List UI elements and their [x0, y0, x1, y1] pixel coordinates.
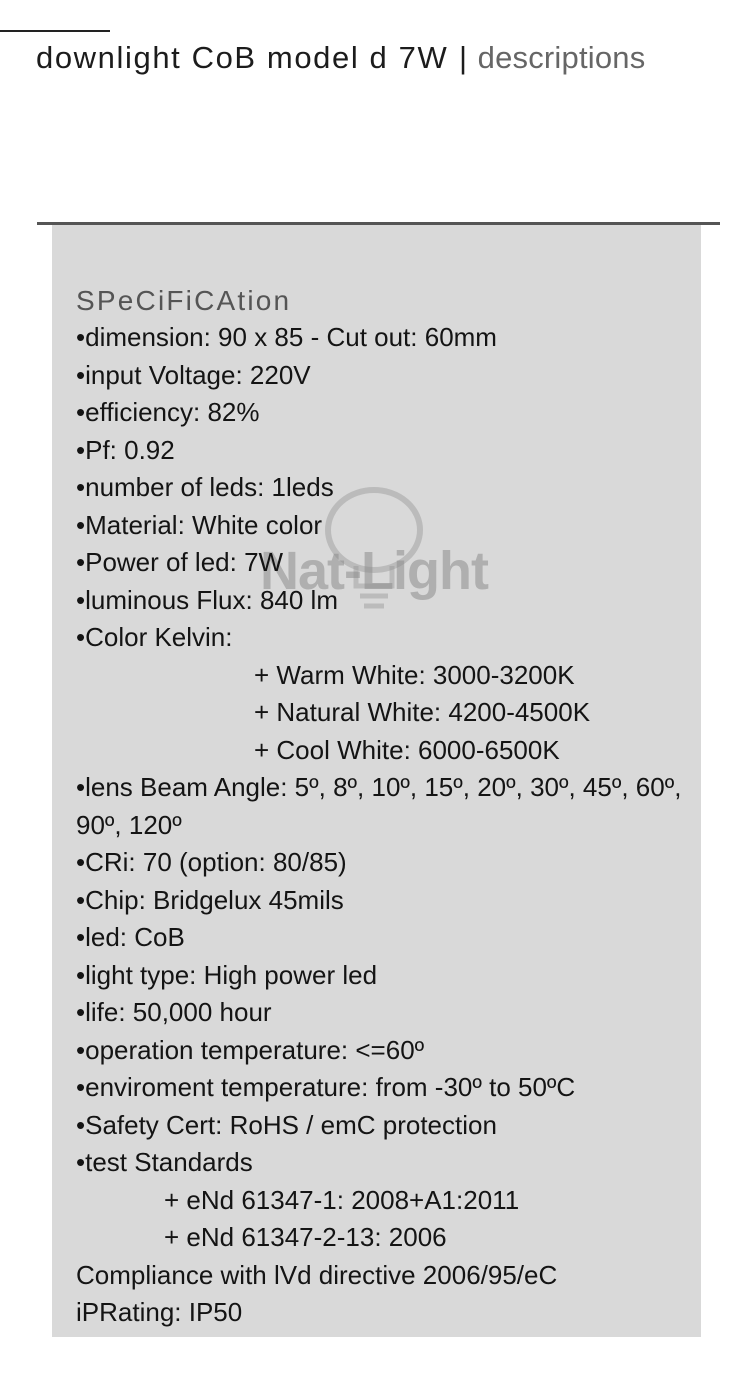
kelvin-option: + Natural White: 4200-4500K: [254, 697, 591, 727]
spec-line: •number of leds: 1leds: [76, 472, 334, 502]
spec-line: •Material: White color: [76, 509, 323, 540]
spec-line: •Chip: Bridgelux 45mils: [76, 884, 344, 915]
standard-item: + eNd 61347-1: 2008+A1:2011: [164, 1184, 520, 1215]
spec-line: •test Standards: [76, 1147, 253, 1177]
top-rule: [0, 30, 110, 32]
spec-line: •operation temperature: <=60º: [76, 1034, 425, 1065]
spec-line: •lens Beam Angle: 5º, 8º, 10º, 15º, 20º, 30º, 45º, 60º, 90º, 120º: [76, 772, 682, 840]
standard-item: + eNd 61347-2-13: 2006: [164, 1222, 447, 1252]
spec-list: [76, 283, 701, 1332]
watermark-text: Nat-Light: [260, 541, 488, 601]
spec-line: •life: 50,000 hour: [76, 997, 272, 1027]
spec-line: •enviroment temperature: from -30º to 50ºC: [76, 1072, 576, 1102]
product-title: downlight CoB model d 7W: [36, 40, 449, 75]
kelvin-option: + Warm White: 3000-3200K: [254, 659, 575, 690]
spec-line: •light type: High power led: [76, 959, 378, 990]
spec-line: •input Voltage: 220V: [76, 359, 311, 390]
spec-line: •Pf: 0.92: [76, 434, 175, 465]
kelvin-option: + Cool White: 6000-6500K: [254, 734, 560, 765]
spec-line: •Safety Cert: RoHS / emC protection: [76, 1109, 497, 1140]
spec-line: •led: CoB: [76, 922, 185, 952]
spec-line: •CRi: 70 (option: 80/85): [76, 847, 347, 877]
spec-line: •luminous Flux: 840 lm: [76, 584, 338, 615]
ip-rating-line: iPRating: IP50: [76, 1297, 243, 1327]
spec-line: •Power of led: 7W: [76, 547, 284, 577]
title-separator: |: [458, 40, 467, 75]
spec-line: •efficiency: 82%: [76, 397, 260, 427]
page-header: [36, 38, 726, 78]
compliance-line: Compliance with lVd directive 2006/95/eC: [76, 1259, 558, 1290]
spec-heading: SPeCiFiCAtion: [76, 285, 292, 316]
spec-line: •Color Kelvin:: [76, 622, 233, 652]
section-subtitle: descriptions: [477, 40, 646, 75]
spec-line: •dimension: 90 x 85 - Cut out: 60mm: [76, 322, 497, 352]
